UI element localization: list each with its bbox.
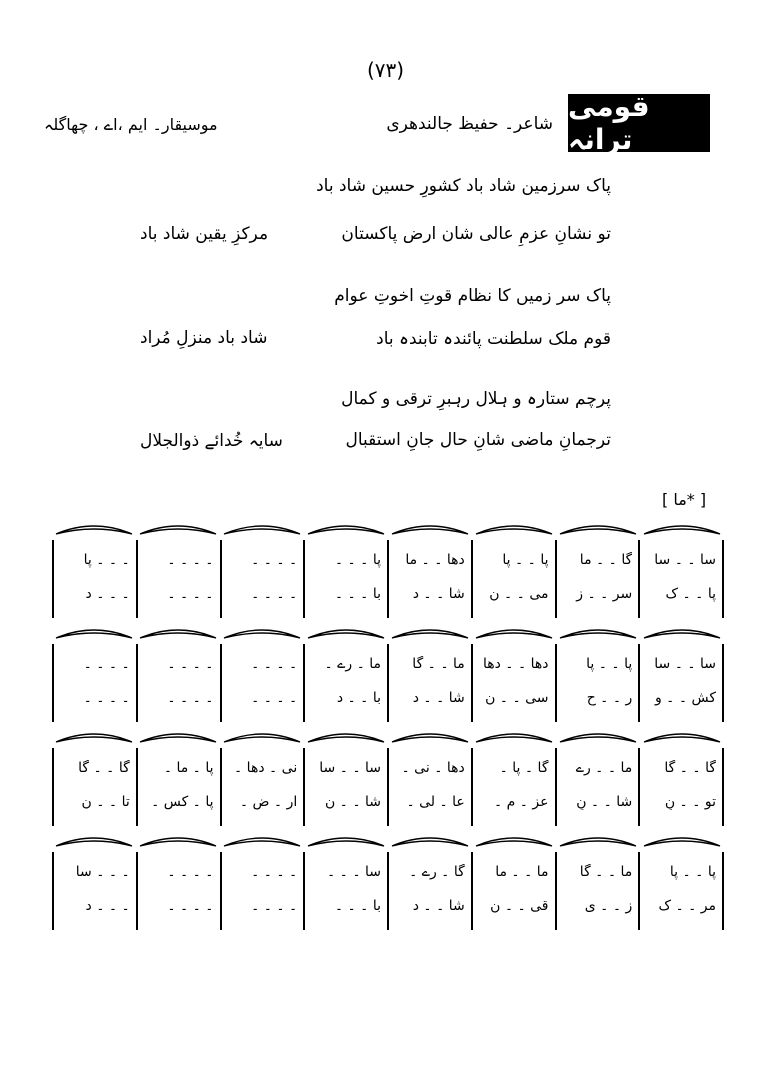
notation-cell (136, 540, 220, 618)
lyric-line-2-refrain: مرکزِ یقین شاد باد (140, 224, 269, 244)
notation-cell (387, 852, 471, 930)
notation-cell (471, 748, 555, 826)
slur-arcs (52, 830, 724, 850)
sargam-notes: گا ۔ رے ۔ (409, 864, 465, 880)
notation-cell (303, 748, 387, 826)
slur-arc (644, 838, 720, 846)
lyric-syllables: ۔ ۔ ۔ ۔ (167, 586, 214, 602)
notation-cell (220, 852, 304, 930)
notation-cell (220, 644, 304, 722)
lyric-syllables: ار ۔ ض ۔ (239, 794, 298, 810)
slur-arc (476, 838, 552, 846)
lyric-syllables: ۔ ۔ ۔ ۔ (251, 690, 298, 706)
slur-arcs (52, 622, 724, 642)
page-number: (۷۳) (366, 58, 405, 82)
notation-cell (136, 748, 220, 826)
notation-cell (387, 644, 471, 722)
slur-arc (56, 838, 132, 846)
notation-cell (220, 540, 304, 618)
lyric-line-2: تو نشانِ عزمِ عالی شان ارض پاکستان (341, 224, 611, 244)
sargam-notes: پا ۔ ۔ ۔ (334, 552, 381, 568)
lyric-line-6: ترجمانِ ماضی شانِ حال جانِ استقبال (345, 430, 611, 450)
sargam-notes: نی ۔ دھا ۔ (234, 760, 298, 776)
slur-arc (308, 526, 384, 534)
slur-arc (560, 526, 636, 534)
notation-cell (471, 852, 555, 930)
lyric-syllables: سی ۔ ۔ ن (485, 690, 549, 706)
slur-arc (644, 526, 720, 534)
notation-cell (555, 852, 639, 930)
lyric-line-6-refrain: سایہ خُدائے ذوالجلال (140, 431, 283, 451)
sargam-notes: دھا ۔ ۔ دھا (482, 656, 549, 672)
sargam-notes: ما ۔ رے ۔ (324, 656, 381, 672)
notation-key: [ ما* ] (662, 490, 707, 509)
lyric-syllables: ۔ ۔ ۔ ۔ (251, 586, 298, 602)
lyric-syllables: پا ۔ کس ۔ (151, 794, 214, 810)
lyric-syllables: شا ۔ ۔ نِ (576, 794, 633, 810)
sargam-notes: ۔ ۔ ۔ ۔ (167, 864, 214, 880)
sargam-notes: سا ۔ ۔ سا (654, 656, 716, 672)
slur-arc (644, 734, 720, 742)
sargam-notes: ۔ ۔ ۔ سا (75, 864, 130, 880)
sargam-notes: پا ۔ ما ۔ (163, 760, 214, 776)
lyric-syllables: ۔ ۔ ۔ ۔ (167, 898, 214, 914)
lyric-syllables: شا ۔ ۔ د (412, 586, 465, 602)
slur-arc (140, 630, 216, 638)
lyric-syllables: تا ۔ ۔ ن (81, 794, 130, 810)
lyric-syllables: زِ ۔ ۔ ی (584, 898, 633, 914)
notation-cell (387, 540, 471, 618)
sargam-notes: دھا ۔ نی ۔ (401, 760, 465, 776)
sargam-notes: پا ۔ ۔ پا (502, 552, 549, 568)
sargam-notes: ۔ ۔ ۔ ۔ (83, 656, 130, 672)
lyric-syllables: ۔ ۔ ۔ د (85, 898, 130, 914)
sargam-notes: ما ۔ ۔ رے (575, 760, 633, 776)
lyric-line-3: پاک سر زمیں کا نظام قوتِ اخوتِ عوام (334, 286, 611, 306)
lyric-line-4-refrain: شاد باد منزلِ مُراد (140, 328, 268, 348)
lyric-syllables: مر ۔ ۔ ک (658, 898, 716, 914)
lyric-line-4: قوم ملک سلطنت پائندہ تابندہ باد (376, 329, 611, 349)
notation-cell (303, 540, 387, 618)
sargam-notes: پا ۔ ۔ پا (586, 656, 633, 672)
sargam-notes: ۔ ۔ ۔ ۔ (167, 656, 214, 672)
slur-arc (56, 526, 132, 534)
notation-cell (136, 644, 220, 722)
notation-cell (54, 852, 136, 930)
slur-arc (392, 838, 468, 846)
sargam-notes: ما ۔ ۔ گا (412, 656, 465, 672)
lyric-syllables: عز ۔ م ۔ (493, 794, 549, 810)
lyric-syllables: عا ۔ لی ۔ (406, 794, 465, 810)
slur-arc (560, 838, 636, 846)
sargam-notes: پا ۔ ۔ پا (669, 864, 716, 880)
slur-arc (140, 734, 216, 742)
notation-cell (638, 644, 722, 722)
sargam-notes: دھا ۔ ۔ ما (405, 552, 465, 568)
sargam-notes: گا ۔ پا ۔ (499, 760, 549, 776)
slur-arcs (52, 518, 724, 538)
lyric-syllables: شا ۔ ۔ د (412, 690, 465, 706)
slur-arc (476, 630, 552, 638)
slur-arc (476, 526, 552, 534)
anthem-title: قومی ترانہ (568, 94, 710, 152)
slur-arc (560, 734, 636, 742)
sargam-notes: ۔ ۔ ۔ پا (83, 552, 130, 568)
sargam-notes: گا ۔ ۔ گا (664, 760, 716, 776)
slur-arc (224, 526, 300, 534)
slur-arc (308, 630, 384, 638)
composer-credit: موسیقار۔ ایم ،اے ، چھاگلہ (44, 115, 218, 134)
notation-cell (555, 540, 639, 618)
notation-cell (555, 748, 639, 826)
sargam-notes: گا ۔ ۔ ما (579, 552, 633, 568)
slur-arc (224, 838, 300, 846)
lyric-syllables: با ۔ ۔ ۔ (334, 898, 381, 914)
sargam-notes: ۔ ۔ ۔ ۔ (251, 864, 298, 880)
lyric-syllables: قی ۔ ۔ ن (490, 898, 549, 914)
notation-cell (303, 644, 387, 722)
lyric-syllables: می ۔ ۔ ن (489, 586, 549, 602)
notation-cell (54, 540, 136, 618)
sargam-notes: ما ۔ ۔ گا (579, 864, 633, 880)
sargam-notes: سا ۔ ۔ سا (654, 552, 716, 568)
sargam-notes: ۔ ۔ ۔ ۔ (251, 656, 298, 672)
notation-cell (471, 540, 555, 618)
notation-cell (471, 644, 555, 722)
slur-arc (224, 734, 300, 742)
lyric-syllables: ۔ ۔ ۔ ۔ (83, 690, 130, 706)
lyric-syllables: با ۔ ۔ د (336, 690, 381, 706)
sargam-notes: ۔ ۔ ۔ ۔ (251, 552, 298, 568)
sargam-notes: سا ۔ ۔ ۔ (327, 864, 381, 880)
notation-row (52, 830, 724, 934)
lyric-syllables: سر ۔ ۔ ز (576, 586, 633, 602)
slur-arc (56, 734, 132, 742)
lyric-syllables: پا ۔ ۔ ک (665, 586, 716, 602)
sargam-notes: ما ۔ ۔ ما (495, 864, 549, 880)
lyric-syllables: ۔ ۔ ۔ ۔ (167, 690, 214, 706)
slur-arc (308, 838, 384, 846)
slur-arc (392, 734, 468, 742)
lyric-syllables: کش ۔ ۔ و (654, 690, 716, 706)
notation-cell (638, 540, 722, 618)
slur-arc (560, 630, 636, 638)
lyric-syllables: شا ۔ ۔ د (412, 898, 465, 914)
lyric-line-5: پرچم ستارہ و ہلال رہبرِ ترقی و کمال (341, 389, 611, 409)
slur-arc (140, 526, 216, 534)
slur-arc (392, 526, 468, 534)
lyric-syllables: تو ۔ ۔ نِ (664, 794, 716, 810)
notation-cell (555, 644, 639, 722)
notation-row (52, 518, 724, 622)
notation-cell (54, 748, 136, 826)
notation-cell (54, 644, 136, 722)
slur-arc (644, 630, 720, 638)
lyric-syllables: ۔ ۔ ۔ ۔ (251, 898, 298, 914)
lyric-syllables: رِ ۔ ۔ ح (586, 690, 633, 706)
slur-arc (56, 630, 132, 638)
lyric-syllables: با ۔ ۔ ۔ (334, 586, 381, 602)
sargam-notes: سا ۔ ۔ سا (319, 760, 381, 776)
lyric-syllables: ۔ ۔ ۔ د (85, 586, 130, 602)
notation-row (52, 622, 724, 726)
notation-cell (136, 852, 220, 930)
notation-cell (638, 748, 722, 826)
notation-cell (303, 852, 387, 930)
slur-arcs (52, 726, 724, 746)
sargam-notes: ۔ ۔ ۔ ۔ (167, 552, 214, 568)
notation-row (52, 726, 724, 830)
sargam-notes: گا ۔ ۔ گا (78, 760, 130, 776)
notation-cell (220, 748, 304, 826)
poet-credit: شاعر۔ حفیظ جالندھری (386, 114, 553, 134)
lyric-line-1: پاک سرزمین شاد باد کشورِ حسین شاد باد (316, 176, 611, 196)
slur-arc (140, 838, 216, 846)
slur-arc (392, 630, 468, 638)
slur-arc (476, 734, 552, 742)
slur-arc (224, 630, 300, 638)
slur-arc (308, 734, 384, 742)
notation-table (52, 518, 724, 934)
lyric-syllables: شا ۔ ۔ ن (324, 794, 381, 810)
notation-cell (638, 852, 722, 930)
notation-cell (387, 748, 471, 826)
